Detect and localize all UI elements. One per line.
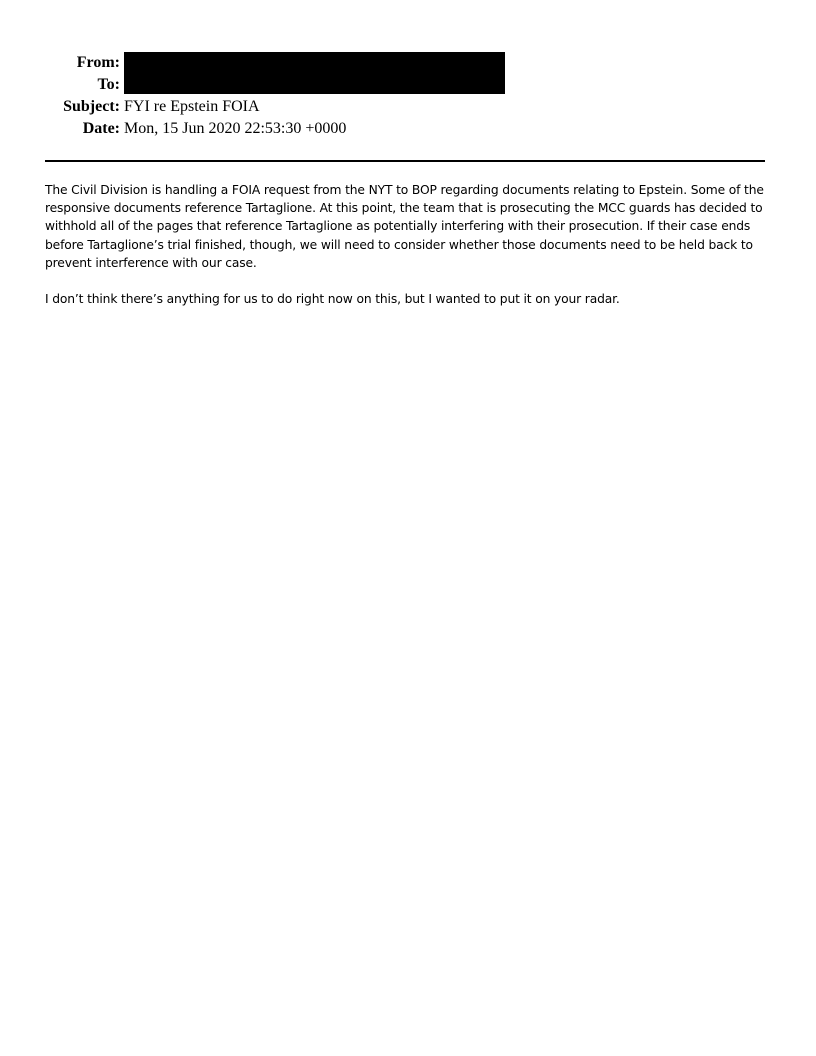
to-label: To: — [97, 76, 120, 93]
header-divider — [45, 160, 765, 162]
subject-label: Subject: — [63, 98, 120, 115]
from-label: From: — [76, 54, 120, 71]
subject-value: FYI re Epstein FOIA — [124, 98, 260, 115]
body-paragraph: I don’t think there’s anything for us to do right now on this, but I wanted to put it on your radar. — [45, 292, 620, 307]
date-label: Date: — [82, 120, 120, 137]
email-body — [45, 181, 765, 308]
redaction-box — [124, 52, 505, 94]
body-paragraph: The Civil Division is handling a FOIA request from the NYT to BOP regarding documents relating to Epstein. Some of the responsive documents reference Tartaglione. At this point, the team that is prosecuting the MCC guards has decided to withhold all of the pages that reference Tartaglione as potentially interfering with their prosecution. If their case ends before Tartaglione’s trial finished, though, we will need to consider whether those documents need to be held back to prevent interference with our case. — [45, 183, 764, 270]
date-value: Mon, 15 Jun 2020 22:53:30 +0000 — [124, 120, 347, 137]
